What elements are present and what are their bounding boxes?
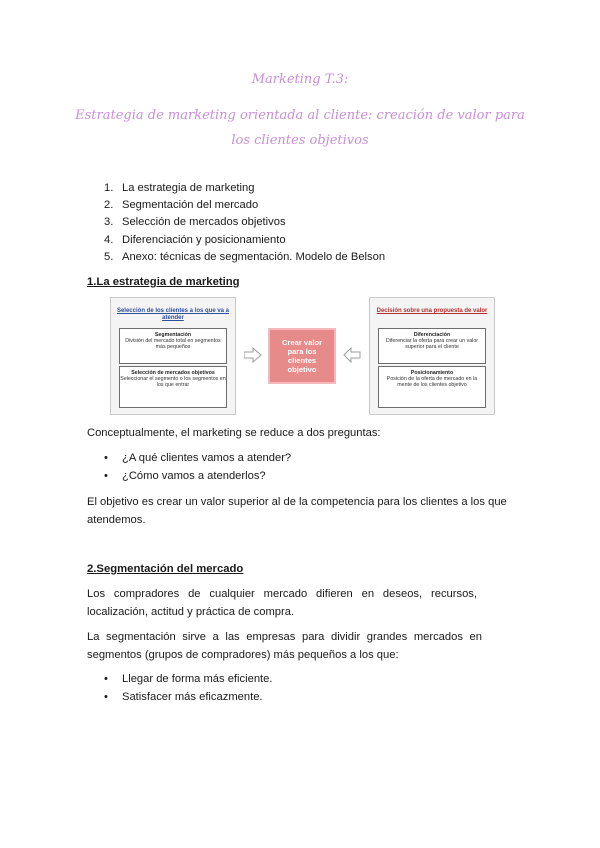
diagram-box-target-selection: Selección de mercados objetivos Seleccionar el segmento o los segmentos en los que entrar [119, 366, 227, 408]
diagram-box-segmentation: Segmentación División del mercado total en segmentos más pequeños [119, 328, 227, 364]
section2-p2: La segmentación sirve a las empresas para dividir grandes mercados en segmentos (grupos de compradores) más pequeños a los que: [87, 631, 482, 661]
diagram-right-title: Decisión sobre una propuesta de valor [376, 308, 488, 314]
list-item: • ¿Cómo vamos a atenderlos? [104, 470, 266, 482]
section1-heading: 1.La estrategia de marketing [87, 276, 240, 288]
section1-objective: El objetivo es crear un valor superior al de la competencia para los clientes a los que atendemos. [87, 496, 507, 526]
questions-list [104, 449, 291, 485]
table-of-contents [104, 180, 385, 266]
diagram-box-positioning: Posicionamiento Posición de la oferta de mercado en la mente de los clientes objetivo [378, 366, 486, 408]
arrow-left-icon [343, 347, 361, 363]
list-item: • Llegar de forma más eficiente. [104, 673, 273, 685]
toc-item: 2. Segmentación del mercado [104, 199, 259, 212]
diagram-left-title: Selección de los clientes a los que va a atender [116, 308, 230, 321]
section1-intro: Conceptualmente, el marketing se reduce a dos preguntas: [87, 427, 381, 439]
toc-item: 1. La estrategia de marketing [104, 182, 255, 194]
toc-item: 5. Anexo: técnicas de segmentación. Modelo de Belson [104, 250, 386, 263]
list-item: • Satisfacer más eficazmente. [104, 691, 263, 703]
toc-item: 3. Selección de mercados objetivos [104, 216, 286, 229]
toc-item: 4. Diferenciación y posicionamiento [104, 233, 286, 246]
doc-subtitle: Estrategia de marketing orientada al cliente: creación de valor para los clientes objetivos [75, 108, 525, 148]
section2-heading: 2.Segmentación del mercado [87, 563, 244, 575]
diagram-center-box: Crear valor para los clientes objetivo [268, 328, 336, 384]
section2-p1: Los compradores de cualquier mercado difieren en deseos, recursos, localización, actitud y práctica de compra. [87, 588, 477, 618]
diagram-box-differentiation: Diferenciación Diferenciar la oferta para crear un valor superior para el cliente [378, 328, 486, 364]
segmentation-goals-list [104, 670, 273, 706]
doc-title: Marketing T.3: [251, 72, 349, 87]
diagram-right-panel [369, 297, 495, 415]
list-item: • ¿A qué clientes vamos a atender? [104, 452, 292, 464]
arrow-right-icon [244, 347, 262, 363]
marketing-strategy-diagram [110, 297, 497, 415]
diagram-left-panel [110, 297, 236, 415]
